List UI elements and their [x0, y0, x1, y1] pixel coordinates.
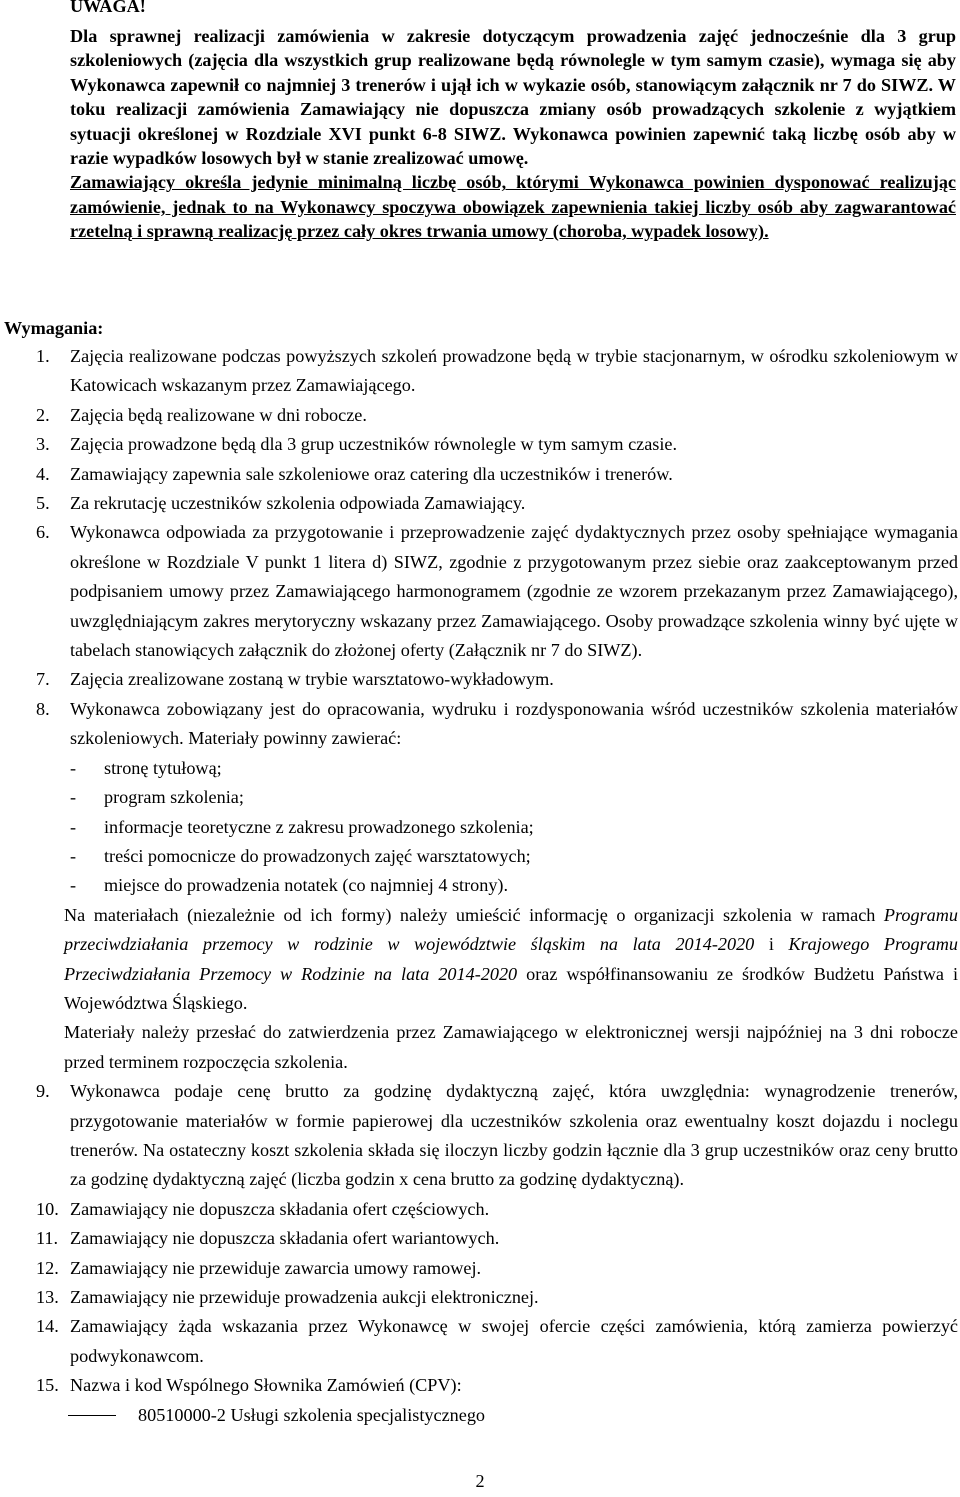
- list-item: [0, 1371, 958, 1400]
- item-number: 15.: [36, 1375, 59, 1396]
- sub-list-item: [0, 813, 958, 842]
- warning-title: UWAGA!: [70, 0, 146, 16]
- item-number: 10.: [36, 1198, 59, 1219]
- dash-bullet: -: [70, 875, 77, 896]
- program-name-italic: Krajowego Programu Przeciwdziałania Przemocy w Rodzinie na lata 2014-2020: [64, 934, 958, 984]
- item-text: Za rekrutację uczestników szkolenia odpowiada Zamawiający.: [70, 493, 526, 514]
- materials-deadline-paragraph: Materiały należy przesłać do zatwierdzenia przez Zamawiającego w elektronicznej wersji najpóźniej na 3 dni robocze przed terminem rozpoczęcia szkolenia.: [64, 1022, 958, 1072]
- sub-item-text: treści pomocnicze do prowadzonych zajęć warsztatowych;: [104, 845, 531, 866]
- list-item: [0, 665, 958, 694]
- item-text: Zajęcia będą realizowane w dni robocze.: [70, 404, 367, 425]
- item-text: Zamawiający nie dopuszcza składania ofert częściowych.: [70, 1198, 490, 1219]
- item-number: 11.: [36, 1228, 59, 1249]
- item-number: 7.: [36, 669, 50, 690]
- sub-item-text: stronę tytułową;: [104, 757, 222, 778]
- item-text: Zajęcia realizowane podczas powyższych szkoleń prowadzone będą w trybie stacjonarnym, w ośrodku szkoleniowym w Katowicach wskazanym przez Zamawiającego.: [70, 346, 958, 396]
- list-item: [0, 489, 958, 518]
- item-number: 12.: [36, 1257, 59, 1278]
- requirements-title: Wymagania:: [4, 318, 104, 338]
- list-item: [0, 518, 958, 665]
- item-number: 4.: [36, 463, 50, 484]
- cpv-code-text: 80510000-2 Usługi szkolenia specjalistycznego: [138, 1404, 486, 1425]
- list-item: [0, 1254, 958, 1283]
- dash-bullet: -: [70, 757, 77, 778]
- list-item: [0, 1224, 958, 1253]
- dash-bullet: -: [70, 845, 77, 866]
- warning-paragraph-2: Zamawiający określa jedynie minimalną liczbę osób, którymi Wykonawca powinien dysponować realizując zamówienie, jednak to na Wykonawcy spoczywa obowiązek zapewnienia takiej liczby osób aby zagwarantować rzetelną i sprawną realizację przez cały okres trwania umowy (choroba, wypadek losowy).: [70, 172, 956, 242]
- requirements-list: [0, 342, 958, 1430]
- item-number: 5.: [36, 493, 50, 514]
- item-number: 2.: [36, 404, 50, 425]
- dash-bullet: -: [70, 816, 77, 837]
- list-item: [0, 401, 958, 430]
- para-text: i: [754, 934, 789, 955]
- para-text: Na materiałach (niezależnie od ich formy) należy umieścić informację o organizacji szkolenia w ramach: [64, 904, 884, 925]
- list-item: [0, 430, 958, 459]
- item-text: Wykonawca zobowiązany jest do opracowania, wydruku i rozdysponowania wśród uczestników szkolenia materiałów szkoleniowych. Materiały powinny zawierać:: [70, 698, 958, 749]
- item-number: 9.: [36, 1081, 50, 1102]
- page-number: 2: [475, 1471, 485, 1491]
- list-item: [0, 695, 958, 754]
- list-item: [0, 1312, 958, 1371]
- item-text: Zamawiający nie przewiduje prowadzenia aukcji elektronicznej.: [70, 1287, 539, 1307]
- warning-paragraph-1: Dla sprawnej realizacji zamówienia w zakresie dotyczącym prowadzenia zajęć jednocześnie dla 3 grup szkoleniowych (zajęcia dla wszystkich grup realizowane będą równolegle w tym samym czasie), wymaga się aby Wykonawca zapewnił co najmniej 3 trenerów i ujął ich w wykazie osób, stanowiącym załącznik nr 7 do SIWZ. W toku realizacji zamówienia Zamawiający nie dopuszcza zmiany osób prowadzących szkolenie z wyjątkiem sytuacji określonej w Rozdziale XVI punkt 6-8 SIWZ. Wykonawca powinien zapewnić taką liczbę osób aby w razie wypadków losowych był w stanie zrealizować umowę.: [70, 26, 956, 169]
- program-name-italic: Programu przeciwdziałania przemocy w rodzinie w województwie śląskim na lata 2014-2020: [64, 904, 958, 955]
- item-text: Nazwa i kod Wspólnego Słownika Zamówień (CPV):: [70, 1375, 462, 1396]
- sub-item-text: miejsce do prowadzenia notatek (co najmniej 4 strony).: [104, 875, 509, 896]
- item-number: 13.: [36, 1287, 59, 1307]
- list-item: [0, 342, 958, 401]
- item-text: Zamawiający nie dopuszcza składania ofert wariantowych.: [70, 1228, 500, 1249]
- dash-line: [68, 1415, 116, 1417]
- list-item: [0, 460, 958, 489]
- para-text: oraz współfinansowaniu ze środków Budżetu Państwa i Województwa Śląskiego.: [64, 963, 959, 1013]
- item-text: Wykonawca odpowiada za przygotowanie i przeprowadzenie zajęć dydaktycznych przez osoby spełniające wymagania określone w Rozdziale V punkt 1 litera d) SIWZ, zgodnie z przygotowanym przez siebie oraz zaakceptowanym przed podpisaniem umowy przez Zamawiającego harmonogramem (zgodnie ze wzorem przekazanym przez Zamawiającego), uwzględniającym zakres merytoryczny wskazany przez Zamawiającego. Osoby prowadzące szkolenia winny być ujęte w tabelach stanowiących załącznik do złożonej oferty (Załącznik nr 7 do SIWZ).: [70, 522, 958, 661]
- sub-list-item: [0, 871, 958, 900]
- warning-block: [70, 24, 956, 244]
- sub-list-item: [0, 783, 958, 812]
- list-item: [0, 1283, 958, 1312]
- item-number: 14.: [36, 1316, 59, 1337]
- sub-item-text: informacje teoretyczne z zakresu prowadzonego szkolenia;: [104, 816, 534, 837]
- dash-bullet: -: [70, 787, 77, 808]
- item-text: Zamawiający zapewnia sale szkoleniowe oraz catering dla uczestników i trenerów.: [70, 463, 673, 484]
- list-item: [0, 1195, 958, 1224]
- item-text: Zajęcia prowadzone będą dla 3 grup uczestników równolegle w tym samym czasie.: [70, 434, 678, 455]
- item-number: 3.: [36, 434, 50, 455]
- list-item: [0, 1077, 958, 1195]
- sub-item-text: program szkolenia;: [104, 787, 244, 808]
- cpv-entry: [0, 1401, 958, 1430]
- item-text: Zajęcia zrealizowane zostaną w trybie warsztatowo-wykładowym.: [70, 669, 554, 690]
- item-text: Wykonawca podaje cenę brutto za godzinę dydaktyczną zajęć, która uwzględnia: wynagrodzenie trenerów, przygotowanie materiałów w formie papierowej dla uczestników szkolenia oraz ewentualny koszt dojazdu i noclegu trenerów. Na ostateczny koszt szkolenia składa się iloczyn liczby godzin łącznie dla 3 grup uczestników oraz ceny brutto za godzinę dydaktyczną zajęć (liczba godzin x cena brutto za godzinę dydaktyczną).: [70, 1081, 958, 1190]
- item-number: 1.: [36, 346, 50, 366]
- sub-list-item: [0, 754, 958, 783]
- item-number: 6.: [36, 522, 50, 543]
- materials-paragraph: [0, 901, 958, 1019]
- item-text: Zamawiający nie przewiduje zawarcia umowy ramowej.: [70, 1257, 482, 1278]
- sub-list-item: [0, 842, 958, 871]
- item-text: Zamawiający żąda wskazania przez Wykonawcę w swojej ofercie części zamówienia, którą zamierza powierzyć podwykonawcom.: [70, 1316, 958, 1366]
- item-number: 8.: [36, 698, 50, 719]
